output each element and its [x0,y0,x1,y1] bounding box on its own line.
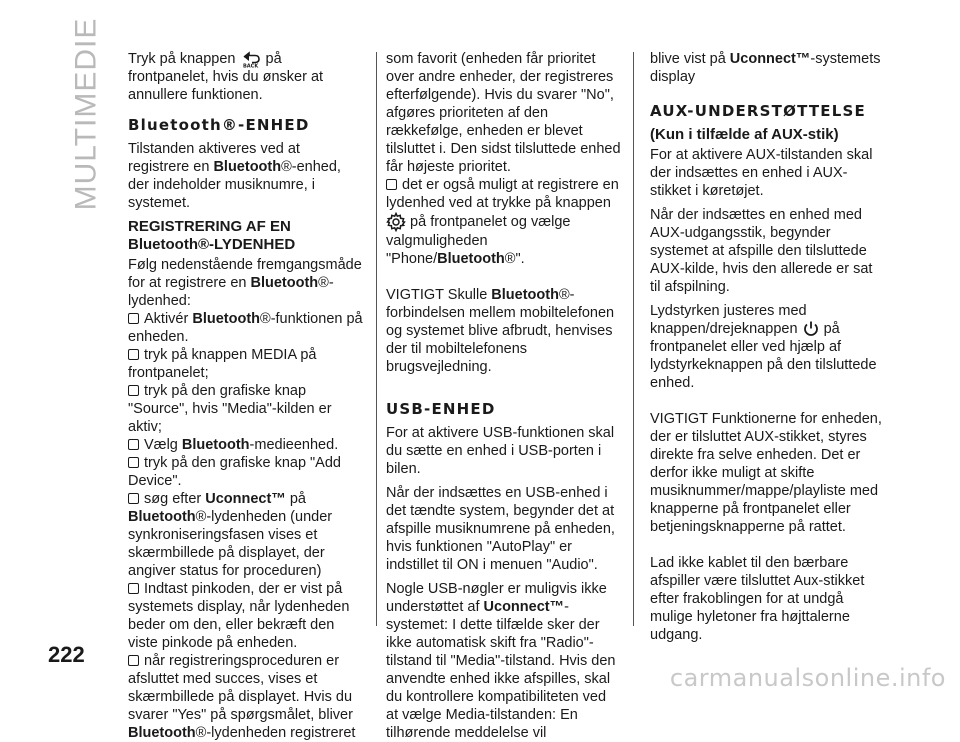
paragraph: Tilstanden aktiveres ved at registrere en Bluetooth®-enhed, der indeholder musiknumre, i systemet. [128,141,341,212]
paragraph: Nogle USB-nøgler er muligvis ikke understøttet af Uconnect™-systemet: I dette tilfælde sker der ikke automatisk skift fra "Radio"-tilstand til "Media"-tilstand. Hvis den anvendte enhed ikke afspilles, skal du kontrollere kompatibiliteten ved at vælge Media-tilstanden: En tilhørende meddelelse vil [386,581,616,741]
back-button-icon [240,50,262,68]
paragraph: Lad ikke kablet til den bærbare afspiller være tilsluttet Aux-stikket efter frakoblingen for at undgå mulige hyletoner fra højttalerne udgang. [650,555,865,644]
important-note: VIGTIGT Funktionerne for enheden, der er tilsluttet AUX-stikket, styres direkte fra selve enheden. Det er derfor ikke muligt at skifte musiknummer/mappe/playliste med knapperne på frontpanelet eller betjeningsknapperne på rattet. [650,411,882,536]
paragraph: blive vist på Uconnect™-systemets display [650,51,881,85]
bullet-square-icon [128,655,139,666]
chapter-side-label: MULTIMEDIE [69,17,103,211]
list-item: når registreringsproceduren er afsluttet med succes, vises et skærmbillede på displayet. Hvis du svarer "Yes" på spørgsmålet, bliver Bluetooth®-lydenheden registreret [128,653,356,742]
gear-icon [386,212,406,232]
bullet-square-icon [128,493,139,504]
column-2 [386,50,622,742]
svg-text:BACK: BACK [242,63,258,69]
section-title-aux: AUX-UNDERSTØTTELSE [650,102,866,120]
paragraph: Lydstyrken justeres med knappen/drejeknappen på frontpanelet eller ved hjælp af lydstyrkeknappen på den tilsluttede enhed. [650,303,877,392]
bullet-square-icon [128,457,139,468]
important-note: VIGTIGT Skulle Bluetooth®-forbindelsen mellem mobiltelefonen og systemet blive afbrudt, henvises der til mobiltelefonens brugsvejledning. [386,287,615,375]
bullet-square-icon [128,583,139,594]
column-1 [128,50,364,742]
column-divider [633,52,634,626]
paragraph: For at aktivere USB-funktionen skal du sætte en enhed i USB-porten i bilen. [386,425,615,477]
list-item: Aktivér Bluetooth®-funktionen på enheden. [128,311,363,346]
subheading-registration: REGISTRERING AF EN Bluetooth®-LYDENHED [128,218,296,254]
intro-paragraph: Tryk på knappen BACK på frontpanelet, hvis du ønsker at annullere funktionen. [128,51,324,104]
bullet-square-icon [386,179,397,190]
subheading-aux: (Kun i tilfælde af AUX-stik) [650,126,839,143]
column-divider [376,52,377,626]
list-item: tryk på den grafiske knap "Add Device". [128,455,341,490]
paragraph: For at aktivere AUX-tilstanden skal der indsættes en enhed i AUX-stikket i køretøjet. [650,147,873,199]
paragraph: Når der indsættes en USB-enhed i det tændte system, begynder det at afspille musiknumrene på enheden, hvis funktionen "AutoPlay" er indstillet til ON i menuen "Audio". [386,485,615,573]
power-knob-icon [802,320,820,338]
column-3 [650,50,886,644]
section-title-bluetooth: Bluetooth®-ENHED [128,116,310,135]
bullet-square-icon [128,349,139,360]
bullet-square-icon [128,385,139,396]
paragraph: som favorit (enheden får prioritet over andre enheder, der registreres efterfølgende). Hvis du svarer "No", afgøres prioriteten af den rækkefølge, enheden er blevet tilsluttet i. Den sidst tilsluttede enhed får højeste prioritet. [386,51,621,175]
list-item: tryk på knappen MEDIA på frontpanelet; [128,347,317,382]
paragraph: Når der indsættes en enhed med AUX-udgangsstik, begynder systemet at afspille den tilsluttede AUX-kilde, hvis den allerede er sat til afspilning. [650,207,873,295]
list-item: Indtast pinkoden, der er vist på systemets display, når lydenheden beder om den, eller bekræft den viste pinkode på enheden. [128,581,350,652]
section-title-usb: USB-ENHED [386,400,496,418]
bullet-square-icon [128,439,139,450]
watermark: carmanualsonline.info [669,664,946,692]
page-number: 222 [48,642,85,667]
list-item: søg efter Uconnect™ på Bluetooth®-lydenheden (under synkroniseringsfasen vises et skærmbillede på displayet, der angiver status for proceduren) [128,491,333,580]
bullet-square-icon [128,313,139,324]
paragraph: Følg nedenstående fremgangsmåde for at registrere en Bluetooth®-lydenhed: [128,257,362,310]
list-item: Vælg Bluetooth-medieenhed. [128,436,364,454]
list-item: tryk på den grafiske knap "Source", hvis "Media"-kilden er aktiv; [128,383,332,436]
list-item: det er også muligt at registrere en lydenhed ved at trykke på knappen på frontpanelet og vælge valgmuligheden "Phone/Bluetooth®". [386,177,619,267]
